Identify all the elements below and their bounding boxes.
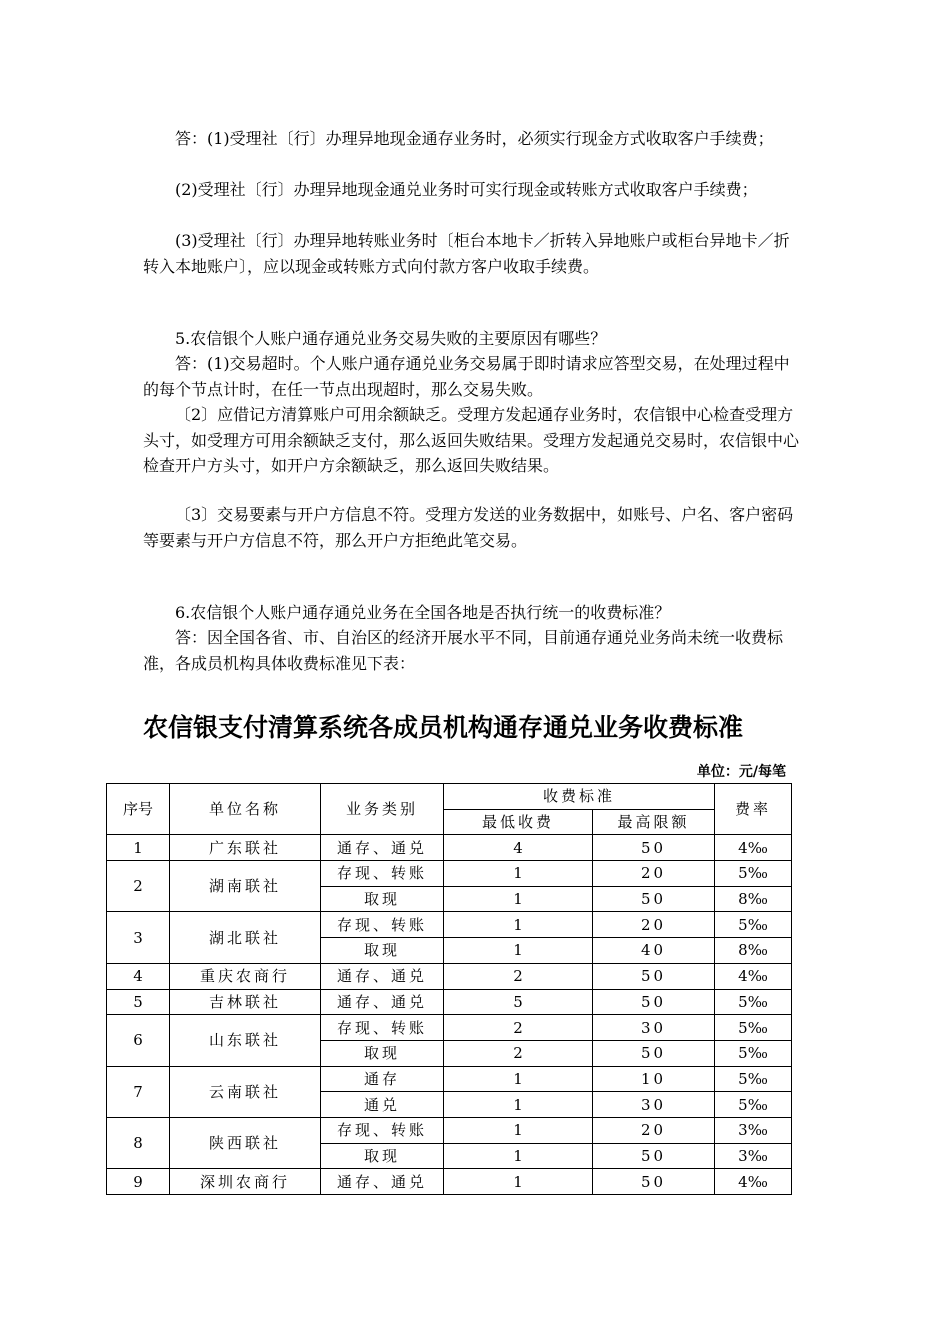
q4-answer-2-text: (2)受理社〔行〕办理异地现金通兑业务时可实行现金或转账方式收取客户手续费； <box>175 180 758 199</box>
question-5-text: 5.农信银个人账户通存通兑业务交易失败的主要原因有哪些？ <box>175 329 607 348</box>
cell-min: 1 <box>444 938 593 964</box>
q6-answer-1-text: 答：因全国各省、市、自治区的经济开展水平不同，目前通存通兑业务尚未统一收费标准，各成员机构具体收费标准见下表： <box>143 628 784 673</box>
cell-max: 30 <box>593 1092 715 1118</box>
q5-answer-2-text: 〔2〕应借记方清算账户可用余额缺乏。受理方发起通存业务时，农信银中心检查受理方头寸，如受理方可用余额缺乏支付，那么返回失败结果。受理方发起通兑交易时，农信银中心检查开户方头寸，如开户方余额缺乏，那么返回失败结果。 <box>143 405 800 476</box>
unit-label: 单位：元/每笔 <box>696 764 786 780</box>
cell-max: 50 <box>593 989 715 1015</box>
cell-max: 50 <box>593 886 715 912</box>
cell-seq: 4 <box>107 963 170 989</box>
table-row <box>107 1015 792 1041</box>
cell-max: 30 <box>593 1015 715 1041</box>
cell-org: 广东联社 <box>170 835 321 861</box>
q5-answer-3-text: 〔3〕交易要素与开户方信息不符。受理方发送的业务数据中，如账号、户名、客户密码等要素与开户方信息不符，那么开户方拒绝此笔交易。 <box>143 505 794 550</box>
cell-rate: 4‰ <box>715 963 792 989</box>
cell-biz: 通存、通兑 <box>321 1169 444 1195</box>
q4-answer-3-text: (3)受理社〔行〕办理异地转账业务时〔柜台本地卡／折转入异地账户或柜台异地卡／折转入本地账户〕，应以现金或转账方式向付款方客户收取手续费。 <box>143 231 790 276</box>
cell-min: 1 <box>444 1169 593 1195</box>
cell-seq: 8 <box>107 1117 170 1168</box>
cell-seq: 3 <box>107 912 170 963</box>
q5-answer-1 <box>143 351 805 402</box>
q5-answer-3 <box>143 502 805 553</box>
cell-min: 5 <box>444 989 593 1015</box>
q5-answer-2 <box>143 402 805 479</box>
cell-rate: 4‰ <box>715 1169 792 1195</box>
cell-biz: 存现、转账 <box>321 1117 444 1143</box>
cell-rate: 5‰ <box>715 1092 792 1118</box>
cell-rate: 8‰ <box>715 938 792 964</box>
cell-seq: 7 <box>107 1066 170 1117</box>
cell-biz: 通存、通兑 <box>321 989 444 1015</box>
cell-max: 40 <box>593 938 715 964</box>
table-row <box>107 963 792 989</box>
cell-biz: 通存 <box>321 1066 444 1092</box>
cell-org: 重庆农商行 <box>170 963 321 989</box>
cell-min: 2 <box>444 1040 593 1066</box>
q4-answer-2 <box>143 177 805 203</box>
table-row <box>107 861 792 887</box>
header-seq: 序号 <box>107 784 170 835</box>
header-min: 最低收费 <box>444 809 593 835</box>
cell-rate: 5‰ <box>715 912 792 938</box>
cell-max: 20 <box>593 912 715 938</box>
cell-rate: 3‰ <box>715 1117 792 1143</box>
cell-max: 20 <box>593 861 715 887</box>
cell-rate: 3‰ <box>715 1143 792 1169</box>
cell-biz: 通存、通兑 <box>321 835 444 861</box>
cell-min: 2 <box>444 1015 593 1041</box>
cell-org: 陕西联社 <box>170 1117 321 1168</box>
cell-min: 1 <box>444 1066 593 1092</box>
table-row <box>107 1169 792 1195</box>
cell-max: 50 <box>593 1169 715 1195</box>
cell-min: 1 <box>444 1143 593 1169</box>
header-biz: 业务类别 <box>321 784 444 835</box>
question-5 <box>143 326 805 352</box>
cell-max: 50 <box>593 963 715 989</box>
cell-biz: 存现、转账 <box>321 912 444 938</box>
q6-answer-1 <box>143 625 805 676</box>
cell-rate: 8‰ <box>715 886 792 912</box>
cell-org: 吉林联社 <box>170 989 321 1015</box>
cell-seq: 2 <box>107 861 170 912</box>
cell-seq: 6 <box>107 1015 170 1066</box>
cell-rate: 5‰ <box>715 1015 792 1041</box>
table-row <box>107 989 792 1015</box>
cell-min: 1 <box>444 912 593 938</box>
q4-answer-1-text: 答：(1)受理社〔行〕办理异地现金通存业务时，必须实行现金方式收取客户手续费； <box>175 129 774 148</box>
cell-max: 10 <box>593 1066 715 1092</box>
cell-max: 20 <box>593 1117 715 1143</box>
cell-rate: 5‰ <box>715 989 792 1015</box>
header-org: 单位名称 <box>170 784 321 835</box>
cell-org: 湖南联社 <box>170 861 321 912</box>
cell-org: 湖北联社 <box>170 912 321 963</box>
cell-biz: 通兑 <box>321 1092 444 1118</box>
q4-answer-1 <box>143 126 805 152</box>
q4-answer-3 <box>143 228 805 279</box>
question-6 <box>143 600 805 626</box>
cell-biz: 取现 <box>321 1040 444 1066</box>
cell-biz: 取现 <box>321 938 444 964</box>
cell-biz: 取现 <box>321 1143 444 1169</box>
table-row <box>107 1066 792 1092</box>
cell-rate: 5‰ <box>715 861 792 887</box>
cell-seq: 5 <box>107 989 170 1015</box>
cell-max: 50 <box>593 1143 715 1169</box>
cell-min: 1 <box>444 1117 593 1143</box>
header-standard: 收费标准 <box>444 784 715 810</box>
cell-seq: 1 <box>107 835 170 861</box>
table-title: 农信银支付清算系统各成员机构通存通兑业务收费标准 <box>143 713 744 742</box>
cell-biz: 存现、转账 <box>321 861 444 887</box>
header-rate: 费率 <box>715 784 792 835</box>
question-6-text: 6.农信银个人账户通存通兑业务在全国各地是否执行统一的收费标准？ <box>175 603 671 622</box>
cell-rate: 5‰ <box>715 1066 792 1092</box>
cell-min: 1 <box>444 886 593 912</box>
table-row <box>107 1117 792 1143</box>
q5-answer-1-text: 答：(1)交易超时。个人账户通存通兑业务交易属于即时请求应答型交易，在处理过程中的每个节点计时，在任一节点出现超时，那么交易失败。 <box>143 354 790 399</box>
cell-min: 1 <box>444 1092 593 1118</box>
cell-min: 2 <box>444 963 593 989</box>
cell-org: 山东联社 <box>170 1015 321 1066</box>
fee-table-body <box>107 835 792 1195</box>
cell-biz: 取现 <box>321 886 444 912</box>
cell-rate: 4‰ <box>715 835 792 861</box>
cell-min: 1 <box>444 861 593 887</box>
table-row <box>107 835 792 861</box>
cell-rate: 5‰ <box>715 1040 792 1066</box>
table-row <box>107 912 792 938</box>
header-max: 最高限额 <box>593 809 715 835</box>
cell-max: 50 <box>593 1040 715 1066</box>
cell-min: 4 <box>444 835 593 861</box>
cell-max: 50 <box>593 835 715 861</box>
cell-seq: 9 <box>107 1169 170 1195</box>
cell-org: 云南联社 <box>170 1066 321 1117</box>
fee-table <box>106 783 792 1195</box>
cell-biz: 通存、通兑 <box>321 963 444 989</box>
cell-biz: 存现、转账 <box>321 1015 444 1041</box>
cell-org: 深圳农商行 <box>170 1169 321 1195</box>
